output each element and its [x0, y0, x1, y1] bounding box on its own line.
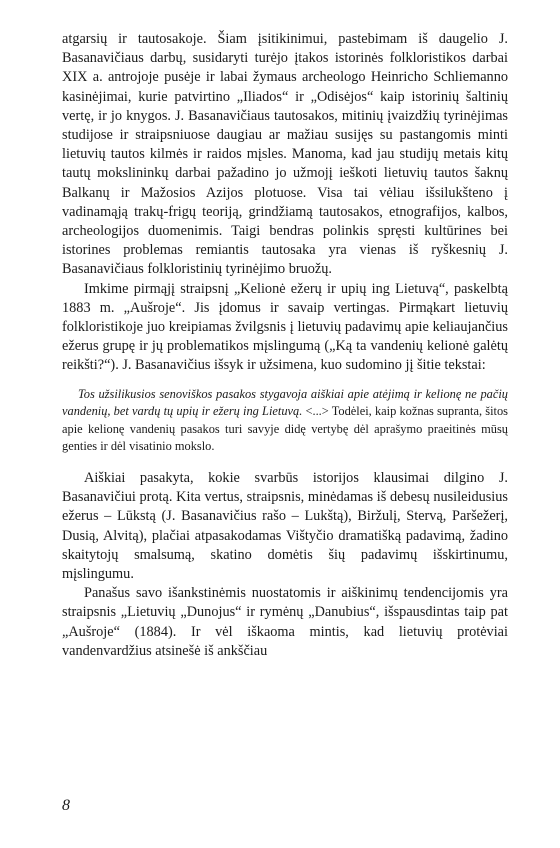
quote-regular-text: Todėlei, kaip kožnas supranta, šitos apie kelionę vandenių pasakos turi savyje didę vertybę dėl aprašymo praeitinės mūsų genties ir dėl visatinio mokslo. [62, 404, 508, 454]
page-number: 8 [62, 797, 70, 814]
block-quote [62, 386, 508, 456]
paragraph-1: atgarsių ir tautosakoje. Šiam įsitikinimui, pastebimam iš daugelio J. Basanavičiaus darbų, susidaryti turėjo įtakos istorinės folkloristikos darbai XIX a. antrojoje pusėje ir labai žymaus archeologo Heinricho Schliemanno kasinėjimai, kurie patvirtino „Iliados“ ir „Odisėjos“ kaip istorinių šaltinių vertę, ir jo knygos. J. Basanavičiaus tautosakos, mitinių įvaizdžių tyrinėjimas studijose ir straipsniuose daugiau ar mažiau susijęs su pastangomis minti lietuvių tautos kilmės ir raidos mįsles. Manoma, kad jau studijų metais kitų tautų mokslininkų darbai pažadino jo užmojį ieškoti lietuvių tautos šaknų Balkanų ir Mažosios Azijos plotuose. Visa tai vėliau išsilukšteno į vadinamąją trakų-frigų teoriją, grindžiamą tautosakos, etnografijos, kalbos, archeologijos duomenimis. Taigi bendras polinkis spręsti kultūrines bei istorines problemas remiantis tautosaka yra vienas iš ryškesnių J. Basanavičiaus folkloristinių tyrinėjimo bruožų. [62, 31, 508, 278]
page-body [62, 30, 508, 661]
paragraph-4: Panašus savo išankstinėmis nuostatomis ir aiškinimų tendencijomis yra straipsnis „Lietuvių „Dunojus“ ir rymėnų „Danubius“, išspausdintas taip pat „Aušroje“ (1884). Ir vėl iškaoma mintis, kad lietuvių protėviai vandenvardžius atsinešė iš ankščiau [62, 585, 508, 659]
paragraph-3: Aiškiai pasakyta, kokie svarbūs istorijos klausimai dilgino J. Basanavičiui protą. Kita vertus, straipsnis, minėdamas iš debesų nusileidusius ežerus – Lūkstą (J. Basanavičius rašo – Lukštą), Biržulį, Stervą, Paršežerį, Dusią, Alvitą), plačiai atpasakodamas Vištyčio dramatišką padavimą, žadino skaitytojų smalsumą, skatino domėtis šių padavimų išskirtinumu, mįslingumu. [62, 470, 508, 583]
quote-ellipsis: <...> [302, 404, 332, 419]
paragraph-2: Imkime pirmąjį straipsnį „Kelionė ežerų ir upių ing Lietuvą“, paskelbtą 1883 m. „Aušroje“. Jis įdomus ir savaip vertingas. Pirmąkart lietuvių folkloristikoje juo kreipiamas žvilgsnis į lietuvių padavimų apie keliaujančius ežerus grupę ir jų problematikos mįslingumą („Ką ta vandenių kelionė galėtų reikšti?“). J. Basanavičius išsyk ir užsimena, kuo sudomino jį šitie tekstai: [62, 280, 508, 374]
quote-italic-text: Tos užsilikusios senoviškos pasakos stygavoja aiškiai apie atėjimą ir kelionę ne pačių vandenių, bet vardų tų upių ir ežerų ing Lietuvą. [62, 386, 508, 419]
